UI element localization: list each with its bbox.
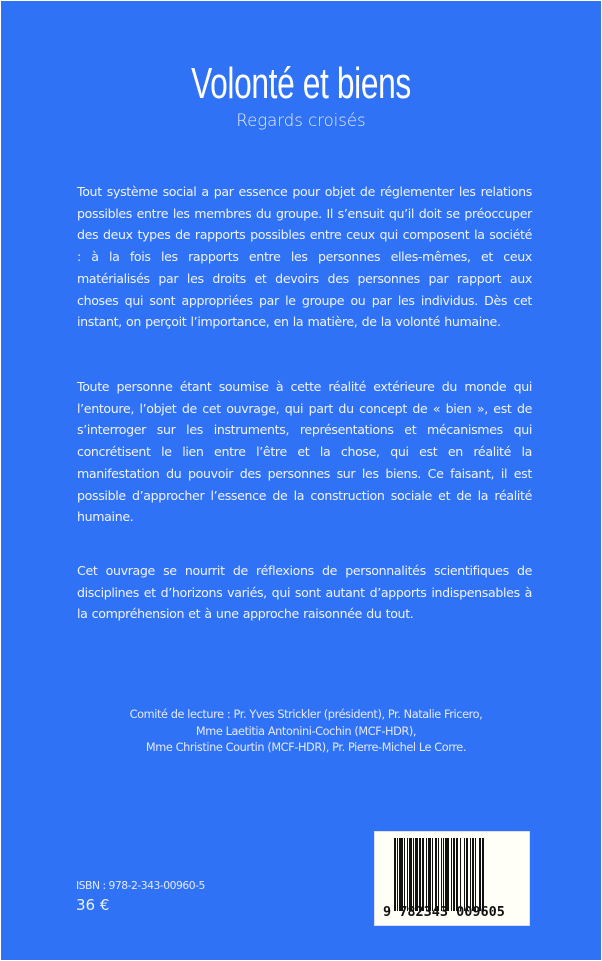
isbn-label: ISBN : 978-2-343-00960-5 bbox=[76, 879, 205, 892]
book-title: Volonté et biens bbox=[191, 59, 411, 108]
summary-paragraph-3: Cet ouvrage se nourrit de réflexions de personnalités scientifiques de disciplines et d’horizons variés, qui sont autant d’apports indispensables à la compréhension et à une approche raisonnée du tout. bbox=[77, 563, 532, 622]
back-cover bbox=[1, 1, 601, 960]
barcode bbox=[374, 831, 530, 926]
price-label: 36 € bbox=[76, 896, 110, 914]
book-subtitle: Regards croisés bbox=[236, 111, 366, 130]
reading-committee bbox=[81, 707, 531, 757]
committee-line: Mme Christine Courtin (MCF-HDR), Pr. Pierre-Michel Le Corre. bbox=[145, 741, 467, 754]
summary-paragraph-1: Tout système social a par essence pour objet de réglementer les relations possibles entre les membres du groupe. Il s’ensuit qu’il doit se préoccuper des deux types de rapports possibles entre ceux qui composent la société : à la fois les rapports entre les personnes elles-mêmes, et ceux matérialisés par les droits et devoirs des personnes par rapport aux choses qui sont appropriées par le groupe ou par les individus. Dès cet instant, on perçoit l’importance, en la matière, de la volonté humaine. bbox=[77, 184, 532, 330]
committee-line: Mme Laetitia Antonini-Cochin (MCF-HDR), bbox=[195, 724, 417, 738]
barcode-bars bbox=[394, 838, 522, 911]
committee-line: Comité de lecture : Pr. Yves Strickler (président), Pr. Natalie Fricero, bbox=[129, 708, 483, 721]
barcode-digits: 9 782343 009605 bbox=[383, 904, 505, 920]
summary-paragraph-2: Toute personne étant soumise à cette réalité extérieure du monde qui l’entoure, l’objet de cet ouvrage, qui part du concept de « bien », est de s’interroger sur les instruments, représentations et mécanismes qui concrétisent le lien entre l’être et la chose, qui est en réalité la manifestation du pouvoir des personnes sur les biens. Ce faisant, il est possible d’approcher l’essence de la construction sociale et de la réalité humaine. bbox=[77, 379, 532, 525]
